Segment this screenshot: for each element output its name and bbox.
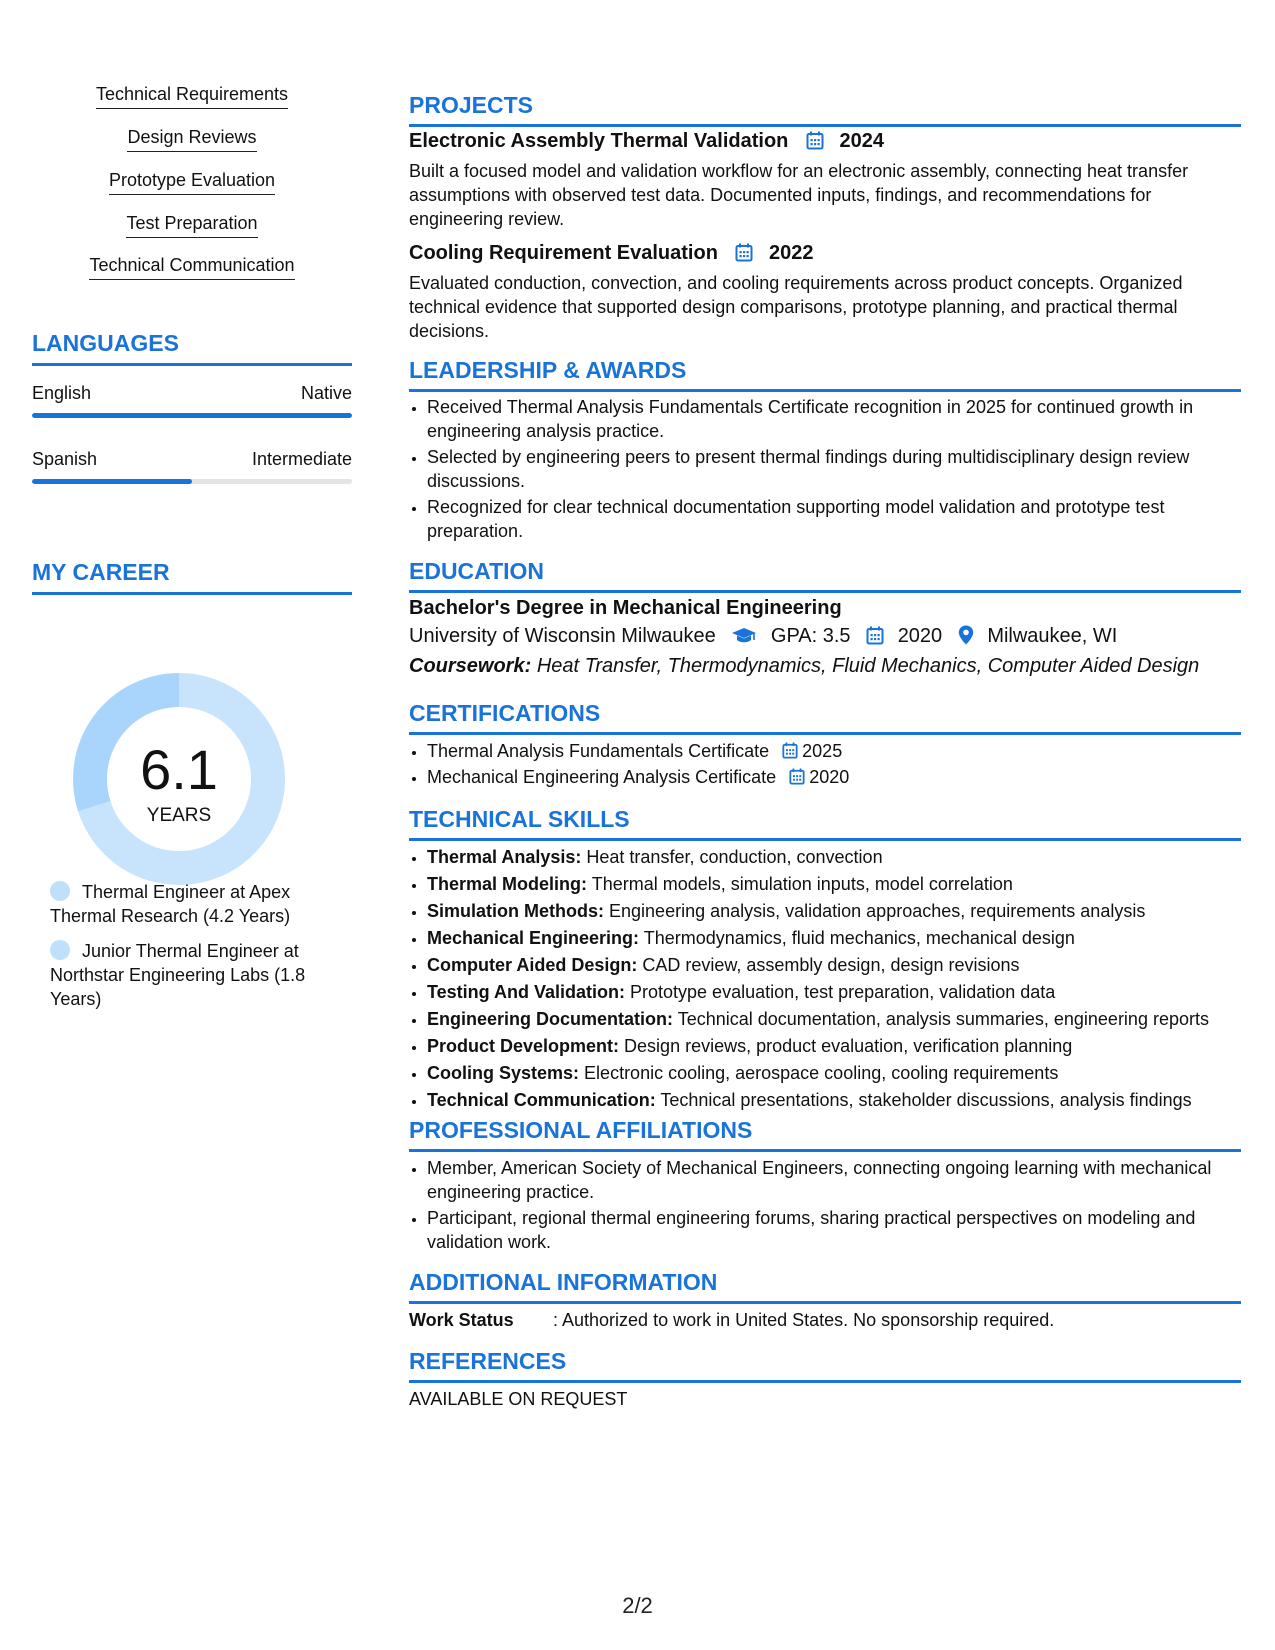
language-level-bar (32, 479, 352, 484)
project-title-row (409, 130, 884, 153)
skill-tag: Design Reviews (32, 127, 352, 152)
language-level-fill (32, 413, 352, 418)
list-item: • Selected by engineering peers to present thermal findings during multidisciplinary design review discussions. (427, 445, 1259, 493)
project-description: Built a focused model and validation workflow for an electronic assembly, connecting heat transfer assumptions with observed test data. Documented inputs, findings, and recommendations for engineering review. (409, 161, 1189, 229)
list-item: • Recognized for clear technical documentation supporting model validation and prototype test preparation. (427, 495, 1259, 543)
certifications-list (409, 739, 1259, 791)
language-name: English (32, 383, 92, 403)
skill-tag: Technical Requirements (32, 84, 352, 109)
certification-item: • Mechanical Engineering Analysis Certificate 2020 (427, 765, 1259, 789)
career-total-unit: YEARS (146, 805, 212, 826)
technical-skills-heading: TECHNICAL SKILLS (409, 806, 1241, 841)
skill-item: • Simulation Methods: Engineering analysis, validation approaches, requirements analysis (427, 898, 1259, 925)
list-item: • Received Thermal Analysis Fundamentals Certificate recognition in 2025 for continued growth in engineering analysis practice. (427, 395, 1259, 443)
list-item: • Participant, regional thermal engineering forums, sharing practical perspectives on modeling and validation work. (427, 1206, 1259, 1254)
language-level-fill (32, 479, 192, 484)
language-level: Native (300, 383, 352, 403)
career-heading: MY CAREER (32, 559, 352, 595)
language-name: Spanish (32, 449, 98, 469)
certification-item: • Thermal Analysis Fundamentals Certificate 2025 (427, 739, 1259, 763)
school-location: Milwaukee, WI (987, 625, 1118, 647)
degree-title: Bachelor's Degree in Mechanical Engineering (409, 597, 842, 619)
calendar-icon (806, 131, 824, 150)
career-donut-chart (66, 666, 292, 892)
project-title-row (409, 242, 814, 265)
work-status-label: Work Status (409, 1310, 514, 1330)
project-description: Evaluated conduction, convection, and cooling requirements across product concepts. Organized technical evidence that supported design comparisons, prototype planning, and practical thermal decisions. (409, 273, 1183, 341)
leadership-list (409, 395, 1259, 545)
project-title: Electronic Assembly Thermal Validation (409, 130, 789, 152)
calendar-icon (866, 626, 884, 645)
languages-heading: LANGUAGES (32, 330, 352, 366)
calendar-icon (782, 742, 798, 759)
affiliations-list (409, 1156, 1259, 1256)
language-level: Intermediate (251, 449, 352, 469)
skill-tag: Prototype Evaluation (32, 170, 352, 195)
career-total-value: 6.1 (140, 738, 218, 801)
project-year: 2024 (839, 130, 885, 152)
graduation-year: 2020 (897, 625, 943, 647)
skill-item: • Mechanical Engineering: Thermodynamics, fluid mechanics, mechanical design (427, 925, 1259, 952)
certifications-heading: CERTIFICATIONS (409, 700, 1241, 735)
language-level-bar (32, 413, 352, 418)
additional-info-heading: ADDITIONAL INFORMATION (409, 1269, 1241, 1304)
skill-item: • Product Development: Design reviews, product evaluation, verification planning (427, 1033, 1259, 1060)
school-name: University of Wisconsin Milwaukee (409, 625, 716, 647)
coursework-list: Heat Transfer, Thermodynamics, Fluid Mechanics, Computer Aided Design (536, 655, 1200, 677)
legend-dot-icon (50, 881, 70, 901)
references-heading: REFERENCES (409, 1348, 1241, 1383)
calendar-icon (735, 243, 753, 262)
page-number: 2/2 (622, 1593, 653, 1618)
projects-heading: PROJECTS (409, 92, 1241, 127)
calendar-icon (789, 768, 805, 785)
skill-tag: Technical Communication (32, 255, 352, 280)
technical-skills-list (409, 844, 1259, 1114)
project-title: Cooling Requirement Evaluation (409, 242, 718, 264)
gpa: GPA: 3.5 (770, 625, 851, 647)
references-text: AVAILABLE ON REQUEST (409, 1389, 628, 1409)
leadership-heading: LEADERSHIP & AWARDS (409, 357, 1241, 392)
skill-tag: Test Preparation (32, 213, 352, 238)
skill-item: • Thermal Analysis: Heat transfer, conduction, convection (427, 844, 1259, 871)
work-status-value: : Authorized to work in United States. No sponsorship required. (553, 1310, 1055, 1330)
work-status-row (409, 1308, 1241, 1332)
skill-item: • Testing And Validation: Prototype evaluation, test preparation, validation data (427, 979, 1259, 1006)
legend-dot-icon (50, 940, 70, 960)
coursework-label: Coursework: (409, 655, 532, 677)
graduation-cap-icon (731, 627, 757, 645)
project-year: 2022 (769, 242, 814, 264)
skill-item: • Computer Aided Design: CAD review, assembly design, design revisions (427, 952, 1259, 979)
affiliations-heading: PROFESSIONAL AFFILIATIONS (409, 1117, 1241, 1152)
career-legend-item: Thermal Engineer at Apex Thermal Research (4.2 Years) (50, 882, 291, 926)
skill-item: • Thermal Modeling: Thermal models, simulation inputs, model correlation (427, 871, 1259, 898)
list-item: • Member, American Society of Mechanical Engineers, connecting ongoing learning with mechanical engineering practice. (427, 1156, 1259, 1204)
education-heading: EDUCATION (409, 558, 1241, 593)
coursework (409, 655, 1199, 678)
career-legend-item: Junior Thermal Engineer at Northstar Engineering Labs (1.8 Years) (50, 941, 306, 1009)
map-pin-icon (958, 625, 974, 645)
skill-item: • Engineering Documentation: Technical documentation, analysis summaries, engineering reports (427, 1006, 1259, 1033)
skill-item: • Technical Communication: Technical presentations, stakeholder discussions, analysis findings (427, 1087, 1259, 1114)
skill-item: • Cooling Systems: Electronic cooling, aerospace cooling, cooling requirements (427, 1060, 1259, 1087)
education-details (409, 625, 1117, 648)
